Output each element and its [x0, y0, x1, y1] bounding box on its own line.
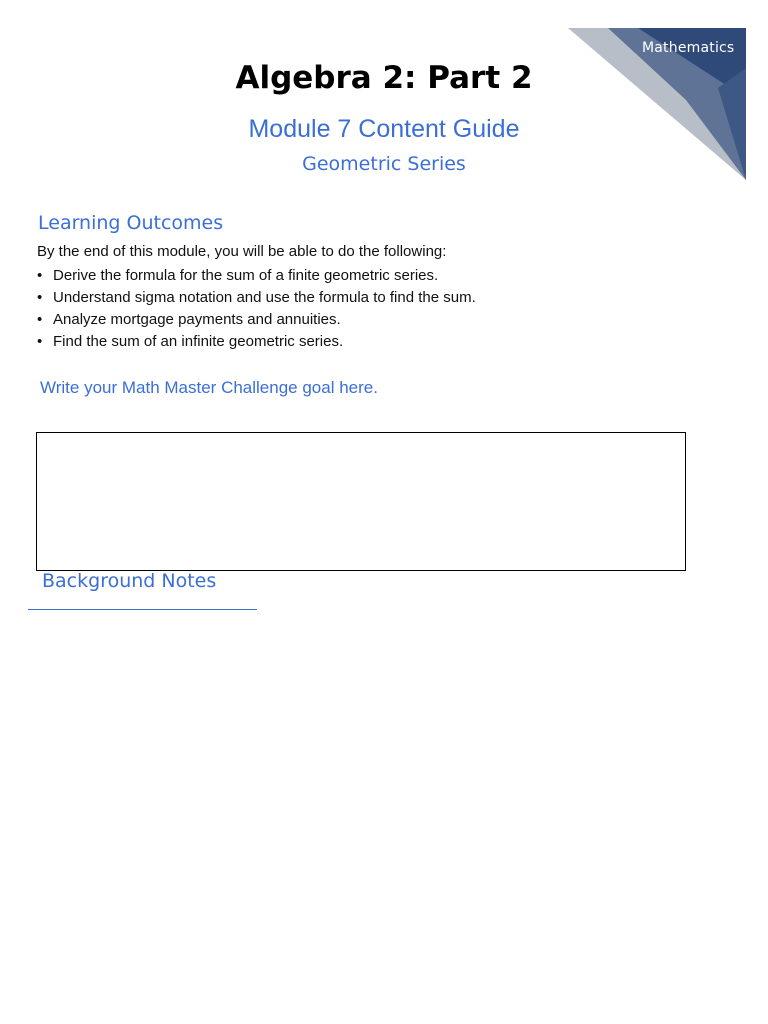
learning-outcomes-list [37, 265, 476, 353]
list-item [37, 331, 476, 353]
module-subtitle: Geometric Series [302, 153, 466, 175]
goal-input-box[interactable] [36, 432, 686, 571]
learning-outcomes-intro: By the end of this module, you will be able to do the following: [37, 243, 447, 260]
background-notes-heading: Background Notes [42, 570, 217, 592]
module-title: Module 7 Content Guide [248, 115, 520, 143]
bullet-icon: • [37, 333, 43, 350]
subject-label: Mathematics [642, 40, 735, 56]
list-item [37, 287, 476, 309]
page-title: Algebra 2: Part 2 [235, 60, 533, 96]
list-item [37, 309, 476, 331]
bullet-icon: • [37, 311, 43, 328]
section-divider [28, 609, 257, 610]
list-item [37, 265, 476, 287]
list-item-text: Find the sum of an infinite geometric series. [53, 333, 344, 350]
list-item-text: Analyze mortgage payments and annuities. [53, 311, 341, 328]
bullet-icon: • [37, 289, 43, 306]
list-item-text: Understand sigma notation and use the formula to find the sum. [53, 289, 476, 306]
goal-prompt: Write your Math Master Challenge goal here. [40, 378, 378, 397]
list-item-text: Derive the formula for the sum of a finite geometric series. [53, 267, 439, 284]
bullet-icon: • [37, 267, 43, 284]
learning-outcomes-heading: Learning Outcomes [38, 212, 224, 234]
